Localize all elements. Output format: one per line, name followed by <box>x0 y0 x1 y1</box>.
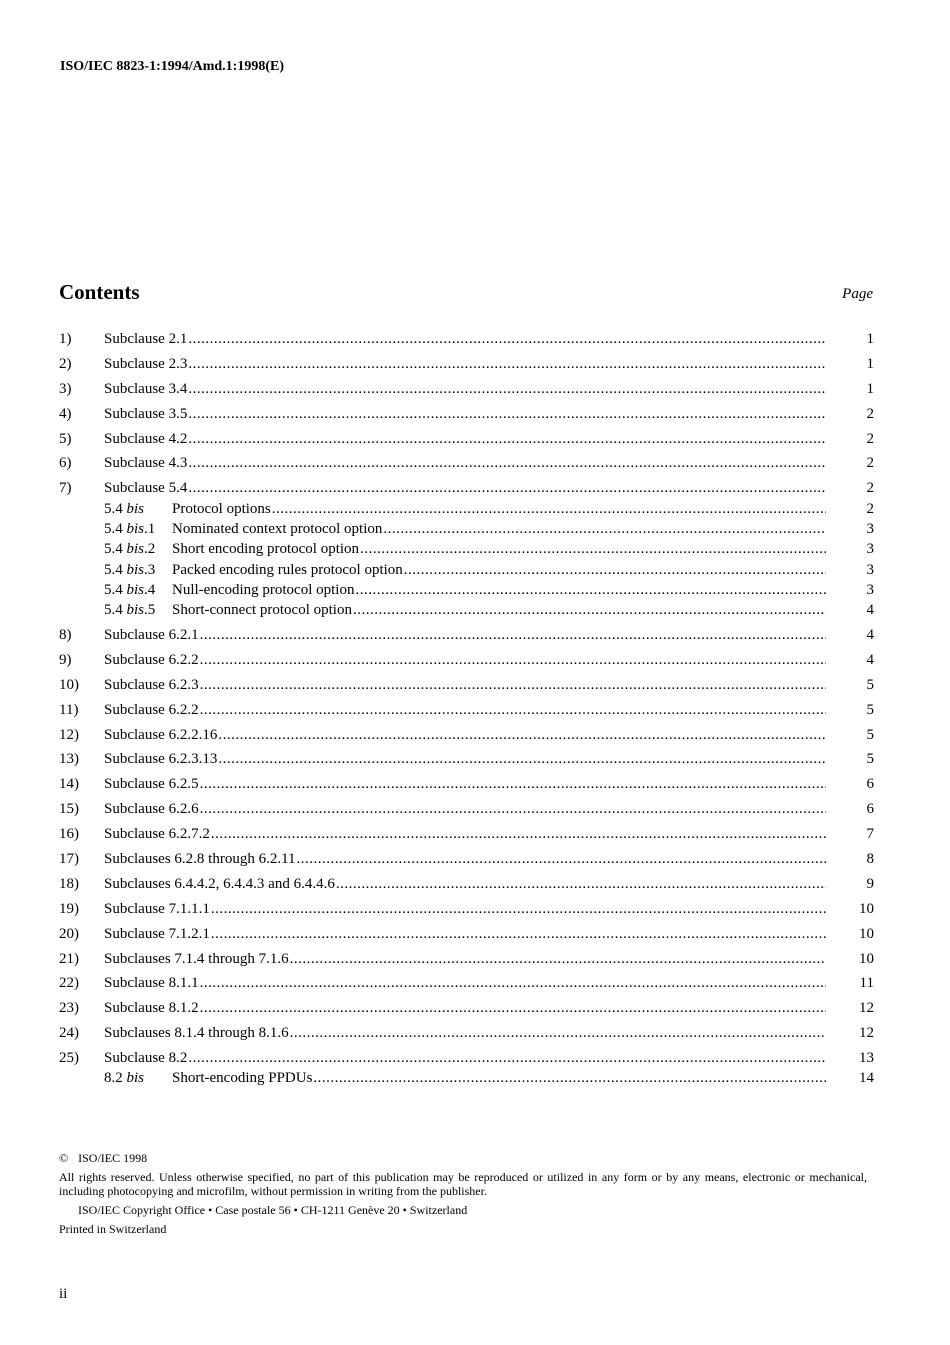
toc-subentry-number <box>104 499 172 519</box>
toc-entry-number: 8) <box>59 627 72 644</box>
subentry-number-prefix: 8.2 <box>104 1070 127 1087</box>
toc-entry[interactable] <box>59 453 874 478</box>
toc-subentry-page: 2 <box>866 500 874 517</box>
toc-entry-page: 6 <box>866 801 874 818</box>
copyright-office-address: ISO/IEC Copyright Office • Case postale 56 • CH-1211 Genève 20 • Switzerland <box>78 1203 468 1217</box>
toc-entry-label: Subclause 5.4 <box>104 480 188 497</box>
dot-leader <box>188 478 826 498</box>
dot-leader <box>360 539 826 559</box>
toc-subentry-label: Packed encoding rules protocol option <box>172 561 403 578</box>
dot-leader <box>188 404 826 424</box>
toc-entry-page: 1 <box>866 331 874 347</box>
toc-entry[interactable] <box>59 874 874 899</box>
document-header: ISO/IEC 8823-1:1994/Amd.1:1998(E) <box>60 59 285 74</box>
toc-subentry-number <box>104 580 172 600</box>
toc-entry-label: Subclause 7.1.1.1 <box>104 900 210 917</box>
toc-subentry-leader <box>104 499 826 519</box>
toc-entry-label: Subclause 6.2.3.13 <box>104 751 218 768</box>
toc-entry-leader <box>104 429 826 449</box>
toc-subentry-label: Short-encoding PPDUs <box>172 1070 313 1087</box>
toc-entry[interactable] <box>59 1048 874 1068</box>
toc-entry-label: Subclause 3.5 <box>104 405 188 422</box>
toc-entry-label: Subclause 6.2.5 <box>104 776 199 793</box>
toc-entry-label: Subclauses 6.2.8 through 6.2.11 <box>104 851 296 868</box>
toc-entry-label: Subclause 2.1 <box>104 331 188 347</box>
toc-entry[interactable] <box>59 725 874 750</box>
subentry-number-prefix: 5.4 <box>104 520 127 537</box>
toc-subentry-number <box>104 600 172 620</box>
toc-entry-leader <box>104 700 826 720</box>
dot-leader <box>188 453 826 473</box>
toc-subentry[interactable] <box>59 499 874 519</box>
toc-subentry[interactable] <box>59 580 874 600</box>
copyright-symbol: © <box>59 1151 69 1165</box>
dot-leader <box>188 429 826 449</box>
toc-entry[interactable] <box>59 625 874 650</box>
toc-entry[interactable] <box>59 799 874 824</box>
toc-entry-label: Subclauses 8.1.4 through 8.1.6 <box>104 1025 289 1042</box>
dot-leader <box>383 519 826 539</box>
table-of-contents <box>59 329 874 1093</box>
toc-entry-label: Subclause 6.2.2.16 <box>104 726 218 743</box>
toc-subentry-leader <box>104 600 826 620</box>
toc-subentry-page: 3 <box>866 561 874 578</box>
toc-entry-leader <box>104 924 826 944</box>
dot-leader <box>200 625 826 645</box>
toc-entry-leader <box>104 824 826 844</box>
toc-entry-page: 1 <box>866 355 874 372</box>
subentry-number-italic: bis <box>126 602 145 619</box>
subentry-number-prefix: 5.4 <box>104 541 127 558</box>
toc-entry-page: 6 <box>866 776 874 793</box>
toc-entry-label: Subclause 6.2.2 <box>104 651 199 668</box>
toc-subentry[interactable] <box>59 1068 874 1088</box>
toc-subentry-number <box>104 1068 172 1088</box>
toc-subentry-label: Short-connect protocol option <box>172 602 352 619</box>
toc-entry[interactable] <box>59 650 874 675</box>
toc-entry-leader <box>104 949 826 969</box>
toc-entry-page: 10 <box>859 900 874 917</box>
dot-leader <box>200 650 826 670</box>
toc-entry-number: 9) <box>59 651 72 668</box>
toc-entry-number: 2) <box>59 355 72 372</box>
subentry-number-prefix: 5.4 <box>104 581 127 598</box>
toc-entry-leader <box>104 379 826 399</box>
toc-entry[interactable] <box>59 973 874 998</box>
dot-leader <box>188 1048 826 1068</box>
toc-entry-leader <box>104 650 826 670</box>
toc-entry-number: 12) <box>59 726 79 743</box>
toc-entry-label: Subclause 6.2.2 <box>104 701 199 718</box>
toc-entry-number: 24) <box>59 1025 79 1042</box>
dot-leader <box>211 899 826 919</box>
toc-subentry-label-group <box>104 1068 313 1088</box>
toc-entry-number: 16) <box>59 826 79 843</box>
dot-leader <box>336 874 826 894</box>
toc-subentry-label-group <box>104 600 353 620</box>
toc-entry-leader <box>104 998 826 1018</box>
toc-entry-number: 22) <box>59 975 79 992</box>
toc-entry-number: 3) <box>59 380 72 397</box>
toc-entry[interactable] <box>59 329 874 354</box>
toc-entry-page: 5 <box>866 726 874 743</box>
toc-entry-page: 5 <box>866 701 874 718</box>
toc-entry-leader <box>104 453 826 473</box>
toc-entry[interactable] <box>59 924 874 949</box>
subentry-number-suffix: .4 <box>144 581 156 598</box>
toc-entry-label: Subclause 6.2.7.2 <box>104 826 210 843</box>
toc-entry[interactable] <box>59 774 874 799</box>
toc-subentry-label: Null-encoding protocol option <box>172 581 355 598</box>
toc-entry-number: 13) <box>59 751 79 768</box>
toc-subentry-label: Nominated context protocol option <box>172 520 383 537</box>
toc-entry-page: 2 <box>866 455 874 472</box>
toc-entry-number: 1) <box>59 331 72 347</box>
subentry-number-italic: bis <box>126 541 145 558</box>
toc-entry-label: Subclauses 6.4.4.2, 6.4.4.3 and 6.4.4.6 <box>104 875 335 892</box>
toc-entry-number: 5) <box>59 430 72 447</box>
toc-entry[interactable] <box>59 749 874 774</box>
toc-entry-number: 10) <box>59 676 79 693</box>
toc-entry-number: 19) <box>59 900 79 917</box>
toc-entry-leader <box>104 478 826 498</box>
dot-leader <box>200 998 826 1018</box>
dot-leader <box>218 749 826 769</box>
toc-entry-leader <box>104 849 826 869</box>
toc-entry-leader <box>104 1023 826 1043</box>
toc-entry-number: 11) <box>59 701 79 718</box>
subentry-number-prefix: 5.4 <box>104 561 127 578</box>
toc-group-gap <box>59 1089 874 1094</box>
toc-subentry-label: Short encoding protocol option <box>172 541 360 558</box>
page-number: ii <box>59 1286 68 1302</box>
subentry-number-italic: bis <box>126 561 145 578</box>
toc-subentry-page: 14 <box>859 1070 874 1087</box>
subentry-number-italic: bis <box>126 1070 145 1087</box>
toc-subentry-leader <box>104 539 826 559</box>
toc-entry-number: 17) <box>59 851 79 868</box>
toc-subentry-number <box>104 519 172 539</box>
toc-entry-page: 7 <box>866 826 874 843</box>
subentry-number-suffix: .3 <box>144 561 156 578</box>
toc-entry-label: Subclause 3.4 <box>104 380 188 397</box>
dot-leader <box>188 354 826 374</box>
toc-entry-page: 13 <box>859 1050 874 1067</box>
dot-leader <box>313 1068 826 1088</box>
toc-entry-label: Subclause 6.2.6 <box>104 801 199 818</box>
toc-entry[interactable] <box>59 998 874 1023</box>
dot-leader <box>200 774 826 794</box>
toc-subentry[interactable] <box>59 560 874 580</box>
toc-subentry-label-group <box>104 539 360 559</box>
toc-entry-label: Subclause 4.3 <box>104 455 188 472</box>
toc-entry-page: 8 <box>866 851 874 868</box>
dot-leader <box>188 329 826 349</box>
toc-entry-label: Subclause 8.1.1 <box>104 975 199 992</box>
dot-leader <box>297 849 826 869</box>
subentry-number-prefix: 5.4 <box>104 602 127 619</box>
dot-leader <box>272 499 826 519</box>
toc-entry-page: 2 <box>866 480 874 497</box>
toc-entry-label: Subclause 2.3 <box>104 355 188 372</box>
subentry-number-suffix: .1 <box>144 520 156 537</box>
subentry-number-italic: bis <box>126 500 145 517</box>
toc-subentry[interactable] <box>59 519 874 539</box>
toc-subentry-page: 3 <box>866 520 874 537</box>
subentry-number-prefix: 5.4 <box>104 500 127 517</box>
toc-entry-page: 12 <box>859 1000 874 1017</box>
toc-entry-leader <box>104 973 826 993</box>
toc-subentry-leader <box>104 580 826 600</box>
toc-entry-leader <box>104 404 826 424</box>
toc-entry-number: 7) <box>59 480 72 497</box>
dot-leader <box>200 700 826 720</box>
contents-title: Contents <box>59 280 140 304</box>
toc-entry-number: 14) <box>59 776 79 793</box>
toc-entry-leader <box>104 725 826 745</box>
dot-leader <box>218 725 826 745</box>
toc-subentry-number <box>104 539 172 559</box>
subentry-number-suffix: .2 <box>144 541 156 558</box>
toc-entry-number: 15) <box>59 801 79 818</box>
subentry-number-italic: bis <box>126 520 145 537</box>
toc-entry[interactable] <box>59 824 874 849</box>
toc-subentry-label-group <box>104 580 355 600</box>
toc-subentry-number <box>104 560 172 580</box>
toc-entry[interactable] <box>59 478 874 498</box>
toc-entry-leader <box>104 329 826 349</box>
dot-leader <box>188 379 826 399</box>
toc-entry[interactable] <box>59 899 874 924</box>
toc-entry[interactable] <box>59 1023 874 1048</box>
toc-subentry-leader <box>104 560 826 580</box>
copyright-text: ISO/IEC 1998 <box>78 1151 148 1165</box>
printed-in: Printed in Switzerland <box>59 1222 167 1236</box>
toc-entry-leader <box>104 899 826 919</box>
toc-entry-leader <box>104 625 826 645</box>
subentry-number-suffix: .5 <box>144 602 156 619</box>
toc-entry-label: Subclauses 7.1.4 through 7.1.6 <box>104 950 289 967</box>
toc-entry-number: 23) <box>59 1000 79 1017</box>
dot-leader <box>200 799 826 819</box>
toc-entry-label: Subclause 6.2.1 <box>104 627 199 644</box>
toc-entry-page: 10 <box>859 950 874 967</box>
toc-entry-page: 12 <box>859 1025 874 1042</box>
dot-leader <box>211 924 826 944</box>
toc-entry-number: 21) <box>59 950 79 967</box>
toc-entry-label: Subclause 4.2 <box>104 430 188 447</box>
toc-entry-number: 25) <box>59 1050 79 1067</box>
toc-subentry-leader <box>104 519 826 539</box>
toc-entry-label: Subclause 6.2.3 <box>104 676 199 693</box>
page-column-label: Page <box>842 286 873 302</box>
dot-leader <box>404 560 826 580</box>
dot-leader <box>353 600 826 620</box>
dot-leader <box>211 824 826 844</box>
toc-entry-label: Subclause 7.1.2.1 <box>104 925 210 942</box>
toc-entry-page: 2 <box>866 430 874 447</box>
toc-entry[interactable] <box>59 949 874 974</box>
dot-leader <box>200 675 826 695</box>
toc-entry-leader <box>104 799 826 819</box>
toc-subentry-label-group <box>104 560 404 580</box>
toc-subentry-label-group <box>104 519 383 539</box>
toc-entry-page: 10 <box>859 925 874 942</box>
toc-entry[interactable] <box>59 849 874 874</box>
toc-entry[interactable] <box>59 354 874 379</box>
toc-subentry-page: 3 <box>866 541 874 558</box>
toc-entry[interactable] <box>59 675 874 700</box>
dot-leader <box>290 1023 826 1043</box>
toc-entry-label: Subclause 8.2 <box>104 1050 188 1067</box>
dot-leader <box>200 973 826 993</box>
toc-entry[interactable] <box>59 700 874 725</box>
copyright-line <box>59 1151 867 1166</box>
toc-entry-leader <box>104 774 826 794</box>
toc-entry-number: 6) <box>59 455 72 472</box>
dot-leader <box>290 949 826 969</box>
toc-entry[interactable] <box>59 379 874 404</box>
toc-entry-label: Subclause 8.1.2 <box>104 1000 199 1017</box>
toc-entry-page: 9 <box>866 875 874 892</box>
toc-entry-leader <box>104 749 826 769</box>
toc-entry-page: 2 <box>866 405 874 422</box>
toc-entry-page: 5 <box>866 676 874 693</box>
rights-statement: All rights reserved. Unless otherwise specified, no part of this publication may be reproduced or utilized in any form or by any means, electronic or mechanical, including photocopying and microfilm, without permission in writing from the publisher. <box>59 1170 867 1199</box>
toc-subentry[interactable] <box>59 600 874 620</box>
toc-entry-leader <box>104 874 826 894</box>
toc-entry-number: 4) <box>59 405 72 422</box>
toc-subentry-page: 4 <box>866 602 874 619</box>
toc-entry-page: 11 <box>859 975 874 992</box>
toc-subentry-label: Protocol options <box>172 500 271 517</box>
toc-subentry-leader <box>104 1068 826 1088</box>
toc-entry[interactable] <box>59 429 874 454</box>
toc-entry-page: 5 <box>866 751 874 768</box>
dot-leader <box>355 580 826 600</box>
toc-entry[interactable] <box>59 404 874 429</box>
toc-entry-page: 1 <box>866 380 874 397</box>
toc-entry-page: 4 <box>866 627 874 644</box>
toc-entry-number: 18) <box>59 875 79 892</box>
toc-entry-leader <box>104 354 826 374</box>
toc-entry-leader <box>104 1048 826 1068</box>
subentry-number-italic: bis <box>126 581 145 598</box>
toc-subentry-page: 3 <box>866 581 874 598</box>
toc-subentry-label-group <box>104 499 272 519</box>
toc-entry-number: 20) <box>59 925 79 942</box>
toc-subentry[interactable] <box>59 539 874 559</box>
toc-entry-page: 4 <box>866 651 874 668</box>
toc-entry-leader <box>104 675 826 695</box>
